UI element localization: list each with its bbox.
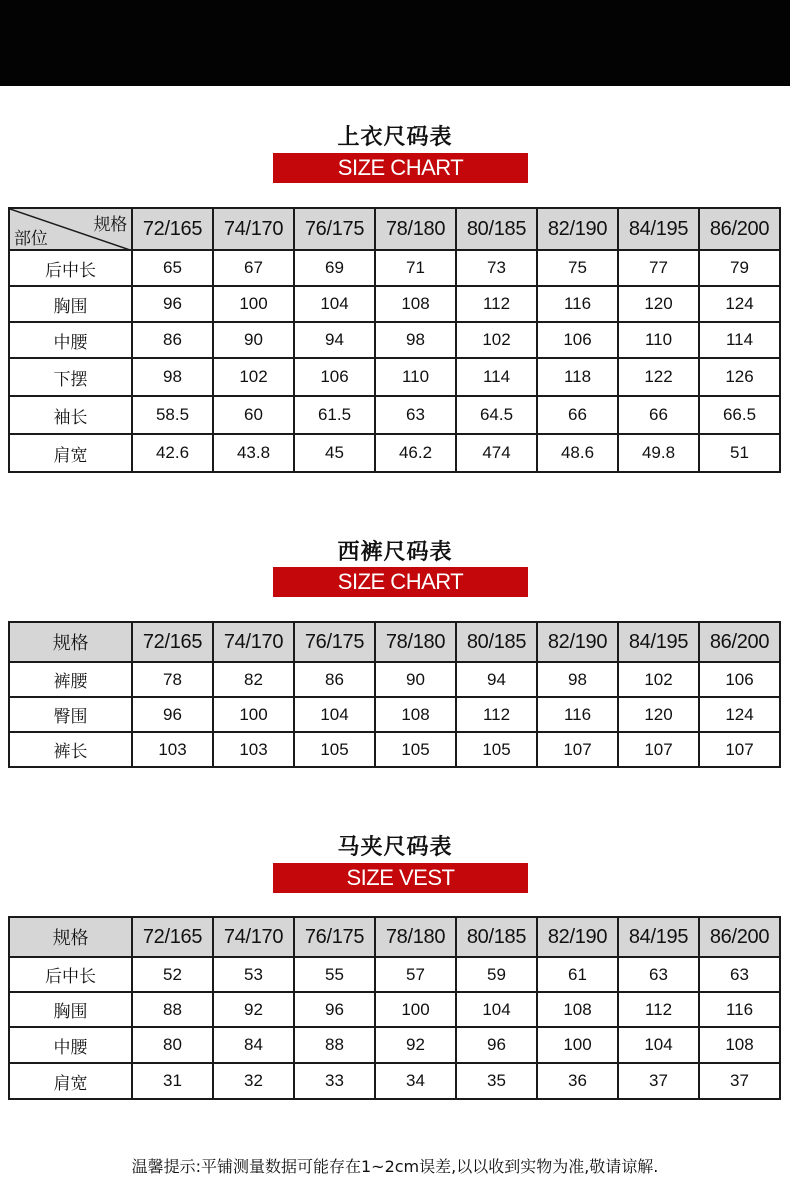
table-cell: 77 <box>618 250 699 286</box>
table-cell: 124 <box>699 697 780 732</box>
table-cell: 66 <box>618 396 699 434</box>
table-cell: 98 <box>132 358 213 396</box>
table-row <box>9 434 780 472</box>
table-row <box>9 250 780 286</box>
row-label: 后中长 <box>9 250 132 286</box>
table-cell: 104 <box>294 697 375 732</box>
table-header-row <box>9 622 780 662</box>
table-cell: 108 <box>375 697 456 732</box>
table-cell: 94 <box>294 322 375 358</box>
row-label: 胸围 <box>9 992 132 1027</box>
table-cell: 102 <box>213 358 294 396</box>
table-cell: 126 <box>699 358 780 396</box>
jacket-size-title: 上衣尺码表 <box>337 125 453 150</box>
table-cell: 66.5 <box>699 396 780 434</box>
table-cell: 86 <box>132 322 213 358</box>
table-cell: 88 <box>294 1027 375 1063</box>
table-cell: 53 <box>213 957 294 992</box>
size-header: 80/185 <box>456 208 537 250</box>
table-cell: 55 <box>294 957 375 992</box>
table-header-row <box>9 208 780 250</box>
table-cell: 112 <box>456 286 537 322</box>
table-row <box>9 358 780 396</box>
table-cell: 45 <box>294 434 375 472</box>
jacket-size-banner: SIZE CHART <box>273 153 528 183</box>
size-header: 78/180 <box>375 208 456 250</box>
size-header: 74/170 <box>213 208 294 250</box>
size-header: 86/200 <box>699 208 780 250</box>
size-header: 72/165 <box>132 917 213 957</box>
vest-size-table <box>8 916 781 1100</box>
table-cell: 52 <box>132 957 213 992</box>
table-cell: 51 <box>699 434 780 472</box>
table-row <box>9 1063 780 1099</box>
table-cell: 96 <box>456 1027 537 1063</box>
table-row <box>9 322 780 358</box>
table-cell: 112 <box>456 697 537 732</box>
row-label: 袖长 <box>9 396 132 434</box>
header-spec-label: 规格 <box>93 215 127 235</box>
size-header: 84/195 <box>618 917 699 957</box>
size-header: 82/190 <box>537 917 618 957</box>
size-header: 82/190 <box>537 622 618 662</box>
table-cell: 102 <box>618 662 699 697</box>
table-cell: 32 <box>213 1063 294 1099</box>
size-header: 74/170 <box>213 622 294 662</box>
table-cell: 100 <box>375 992 456 1027</box>
table-cell: 106 <box>294 358 375 396</box>
table-cell: 110 <box>618 322 699 358</box>
row-label: 肩宽 <box>9 1063 132 1099</box>
table-cell: 78 <box>132 662 213 697</box>
table-cell: 63 <box>699 957 780 992</box>
header-part-label: 部位 <box>14 229 48 249</box>
table-cell: 61.5 <box>294 396 375 434</box>
size-header: 78/180 <box>375 622 456 662</box>
table-row <box>9 396 780 434</box>
table-row <box>9 957 780 992</box>
table-cell: 112 <box>618 992 699 1027</box>
table-cell: 104 <box>294 286 375 322</box>
trousers-size-table <box>8 621 781 768</box>
table-cell: 35 <box>456 1063 537 1099</box>
table-cell: 75 <box>537 250 618 286</box>
table-row <box>9 992 780 1027</box>
table-cell: 100 <box>213 286 294 322</box>
table-cell: 80 <box>132 1027 213 1063</box>
table-cell: 96 <box>294 992 375 1027</box>
table-row <box>9 1027 780 1063</box>
table-cell: 105 <box>456 732 537 767</box>
row-label: 肩宽 <box>9 434 132 472</box>
table-header-row <box>9 917 780 957</box>
table-cell: 48.6 <box>537 434 618 472</box>
table-cell: 33 <box>294 1063 375 1099</box>
header-spec-label: 规格 <box>9 917 132 957</box>
table-cell: 63 <box>375 396 456 434</box>
table-cell: 106 <box>537 322 618 358</box>
top-black-bar <box>0 0 790 86</box>
table-cell: 92 <box>213 992 294 1027</box>
table-cell: 46.2 <box>375 434 456 472</box>
row-label: 裤长 <box>9 732 132 767</box>
size-header: 82/190 <box>537 208 618 250</box>
table-cell: 79 <box>699 250 780 286</box>
table-cell: 36 <box>537 1063 618 1099</box>
trousers-size-banner: SIZE CHART <box>273 567 528 597</box>
table-cell: 86 <box>294 662 375 697</box>
size-header: 72/165 <box>132 208 213 250</box>
table-cell: 100 <box>537 1027 618 1063</box>
size-header: 86/200 <box>699 917 780 957</box>
table-cell: 116 <box>537 286 618 322</box>
table-cell: 90 <box>375 662 456 697</box>
trousers-size-title: 西裤尺码表 <box>337 540 453 565</box>
table-cell: 108 <box>375 286 456 322</box>
header-spec-label: 规格 <box>9 622 132 662</box>
table-cell: 65 <box>132 250 213 286</box>
table-cell: 120 <box>618 697 699 732</box>
size-header: 72/165 <box>132 622 213 662</box>
table-cell: 58.5 <box>132 396 213 434</box>
row-label: 臀围 <box>9 697 132 732</box>
table-cell: 120 <box>618 286 699 322</box>
table-cell: 49.8 <box>618 434 699 472</box>
table-cell: 102 <box>456 322 537 358</box>
row-label: 后中长 <box>9 957 132 992</box>
size-header: 76/175 <box>294 622 375 662</box>
size-header: 76/175 <box>294 917 375 957</box>
table-cell: 100 <box>213 697 294 732</box>
row-label: 下摆 <box>9 358 132 396</box>
table-cell: 64.5 <box>456 396 537 434</box>
table-cell: 37 <box>618 1063 699 1099</box>
table-row <box>9 286 780 322</box>
table-cell: 71 <box>375 250 456 286</box>
table-cell: 124 <box>699 286 780 322</box>
table-cell: 96 <box>132 286 213 322</box>
table-cell: 82 <box>213 662 294 697</box>
table-cell: 67 <box>213 250 294 286</box>
table-cell: 104 <box>618 1027 699 1063</box>
table-cell: 57 <box>375 957 456 992</box>
table-row <box>9 697 780 732</box>
table-cell: 103 <box>132 732 213 767</box>
table-cell: 107 <box>537 732 618 767</box>
table-cell: 69 <box>294 250 375 286</box>
size-header: 86/200 <box>699 622 780 662</box>
table-cell: 73 <box>456 250 537 286</box>
table-cell: 96 <box>132 697 213 732</box>
table-cell: 98 <box>375 322 456 358</box>
row-label: 中腰 <box>9 1027 132 1063</box>
table-cell: 108 <box>699 1027 780 1063</box>
vest-size-banner: SIZE VEST <box>273 863 528 893</box>
table-cell: 59 <box>456 957 537 992</box>
measurement-note: 温馨提示:平铺测量数据可能存在1~2cm误差,以以收到实物为准,敬请谅解. <box>131 1157 659 1176</box>
vest-size-title: 马夹尺码表 <box>337 835 453 860</box>
table-cell: 104 <box>456 992 537 1027</box>
table-cell: 84 <box>213 1027 294 1063</box>
table-cell: 31 <box>132 1063 213 1099</box>
table-cell: 43.8 <box>213 434 294 472</box>
table-cell: 94 <box>456 662 537 697</box>
table-cell: 98 <box>537 662 618 697</box>
table-cell: 108 <box>537 992 618 1027</box>
table-cell: 122 <box>618 358 699 396</box>
jacket-size-table <box>8 207 781 473</box>
size-header: 74/170 <box>213 917 294 957</box>
table-cell: 114 <box>456 358 537 396</box>
table-cell: 107 <box>618 732 699 767</box>
table-row <box>9 662 780 697</box>
table-cell: 42.6 <box>132 434 213 472</box>
table-cell: 66 <box>537 396 618 434</box>
table-cell: 63 <box>618 957 699 992</box>
table-cell: 107 <box>699 732 780 767</box>
table-cell: 110 <box>375 358 456 396</box>
size-header: 80/185 <box>456 622 537 662</box>
table-cell: 118 <box>537 358 618 396</box>
table-cell: 103 <box>213 732 294 767</box>
table-cell: 90 <box>213 322 294 358</box>
diagonal-header-cell <box>9 208 132 250</box>
table-cell: 88 <box>132 992 213 1027</box>
table-cell: 37 <box>699 1063 780 1099</box>
size-header: 80/185 <box>456 917 537 957</box>
table-cell: 61 <box>537 957 618 992</box>
table-cell: 114 <box>699 322 780 358</box>
row-label: 裤腰 <box>9 662 132 697</box>
table-cell: 92 <box>375 1027 456 1063</box>
size-header: 84/195 <box>618 208 699 250</box>
table-cell: 105 <box>375 732 456 767</box>
table-cell: 34 <box>375 1063 456 1099</box>
table-cell: 60 <box>213 396 294 434</box>
table-cell: 116 <box>537 697 618 732</box>
size-header: 84/195 <box>618 622 699 662</box>
row-label: 胸围 <box>9 286 132 322</box>
row-label: 中腰 <box>9 322 132 358</box>
table-cell: 116 <box>699 992 780 1027</box>
size-header: 76/175 <box>294 208 375 250</box>
table-row <box>9 732 780 767</box>
table-cell: 105 <box>294 732 375 767</box>
table-cell: 106 <box>699 662 780 697</box>
size-header: 78/180 <box>375 917 456 957</box>
table-cell: 474 <box>456 434 537 472</box>
